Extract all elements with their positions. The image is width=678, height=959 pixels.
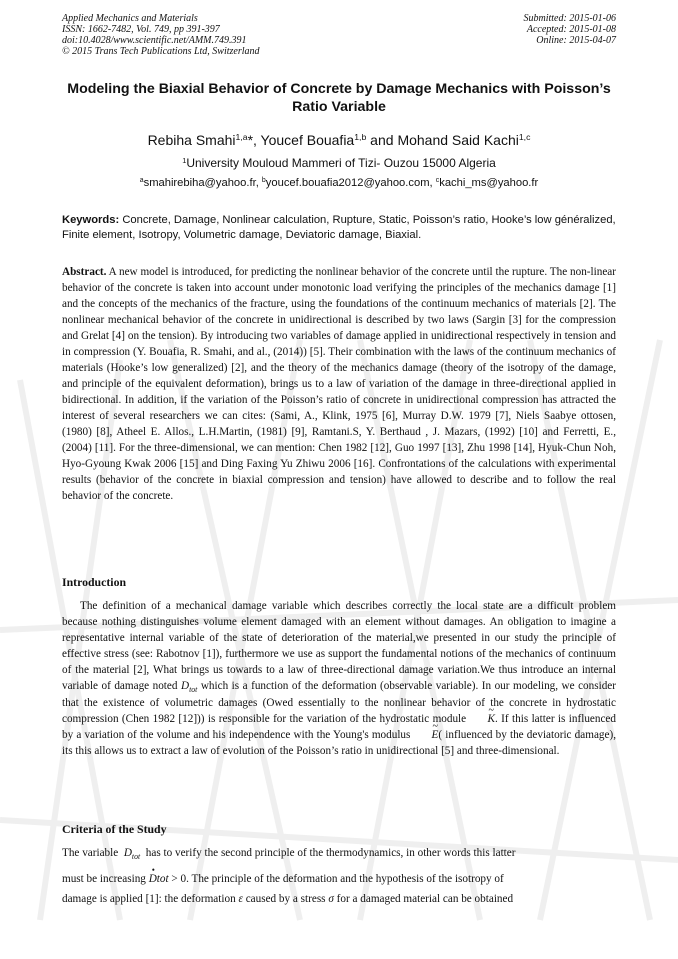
introduction-body [62,598,616,759]
paragraph [62,598,616,759]
subscript: tot [131,851,141,861]
separator: , [255,177,262,189]
separator: , [253,132,261,148]
symbol-epsilon: ε [238,893,243,905]
symbol-d: D [180,680,190,692]
symbol-d-tot [181,680,197,692]
abstract [62,264,616,504]
text-run: must be increasing [62,873,146,885]
abstract-text: A new model is introduced, for predicting the nonlinear behavior of the concrete until the rupture. The non-linear behavior of the concrete is taken into account under monotonic load verifying the principles of the mechanics damage [1] and the concepts of the mechanics of the fracture, using the foundations of the continuum mechanics of materials [2]. The nonlinear mechanical behavior of the concrete in unidirectional is described by two laws (Sargin [3] for the compression and Grelat [4] on the tension). By introducing two variables of damage applied in unidirectional respectively in tension and in compression (Y. Bouafia, R. Smahi, and al., (2014)) [5]. Their combination with the laws of the continuum mechanics of materials (Hooke’s low generalized) [2], and the theory of the mechanics damage (theory of the isotropy of the damage, and principle of the equivalent deformation), brings us to a law of variation of the damage in three-directional applied in bidirectional. In addition, if the variation of the Poisson’s ratio of concrete in unidirectional compression has attracted the interest of several researchers we can cites: (Sami, A., Klink, 1975 [6], Murray D.W. 1979 [7], Niels Saabye ottosen, (1980) [8], Atheel E. Allos., L.H.Martin, (1981) [9], Ramtani.S, Y. Berthaud , J. Mazars, (1992) [10] and Ferretti, E., (2004) [11]. For the three-dimensional, we can mention: Chen 1982 [12], Guo 1997 [13], Zhu 1998 [14], Hyuk-Chun Noh, Hyo-Gyoung Kwak 2006 [15] and Ding Faxing Yu Zhiwu 2006 [16]. Confrontations of the calculations with experimental results (behavior of the concrete in biaxial compression and tension) have allowed to describe and to follow the real behavior of the concrete. [62,266,616,502]
author-affil-mark: 1,a [235,132,248,143]
copyright-line: © 2015 Trans Tech Publications Ltd, Switzerland [62,46,260,57]
keywords-label: Keywords: [62,214,120,226]
paper-title: Modeling the Biaxial Behavior of Concrete by Damage Mechanics with Poisson’s Ratio Variable [67,81,611,115]
symbol-sigma: σ [328,893,334,905]
affil-text: University Mouloud Mammeri of Tizi- Ouzou 15000 Algeria [186,156,496,170]
symbol-d-tot [124,847,140,859]
online-date: Online: 2015-04-07 [536,35,616,46]
accepted-date: Accepted: 2015-01-08 [526,24,616,35]
author-affil-mark: 1,c [518,132,531,143]
email-link[interactable]: youcef.bouafia2012@yahoo.com [265,177,430,189]
symbol-k-tilde: ~ K [470,711,495,727]
author-list [40,132,638,148]
subscript-inline: tot [156,873,169,885]
symbol-d: D [123,847,132,859]
email-mark: b [261,177,266,185]
text-run: has to verify the second principle of the thermodynamics, in other words this latter [145,847,516,859]
author-affil-mark: 1,b [354,132,367,143]
text-run: . If this latter is influenced by a variation of the volume and his independence with the Young's modulus [62,713,616,741]
symbol-d: D [148,873,157,885]
section-heading-criteria: Criteria of the Study [62,822,167,836]
text-run: which is a function of the deformation (observable variable). In our modeling, we consider that the existence of volumetric damages (Owed essentially to the nonlinear behavior of the concrete in hydrostatic compression (Chen 1982 [12])) is responsible for the variation of the hydrostatic module [62,680,616,725]
dates-info [524,13,617,46]
email-list [40,177,638,189]
section-heading-introduction: Introduction [62,575,127,589]
keywords [62,213,620,243]
text-line [62,891,616,907]
text-run: ( influenced by the deviatoric damage), its this allows us to extract a law of evolution of the Poisson’s ratio in unidirectional [5] and three-dimensional. [62,729,616,757]
email-link[interactable]: smahirebiha@yahoo.fr [143,177,256,189]
affiliation [40,156,638,170]
doi-line: doi:10.4028/www.scientific.net/AMM.749.391 [62,35,247,46]
email-mark: a [139,177,144,185]
text-run: damage is applied [1]: the deformation [62,893,236,905]
text-run: . The principle of the deformation and the hypothesis of the isotropy of [186,873,504,885]
journal-name: Applied Mechanics and Materials [62,13,198,24]
journal-info [62,13,260,57]
author-name: Youcef Bouafia [260,132,355,148]
separator: , [429,177,436,189]
text-run: for a damaged material can be obtained [336,893,514,905]
affil-mark: 1 [182,155,187,165]
symbol-e-tilde: ~ E [414,727,439,743]
inequality: > 0 [171,873,187,885]
text-run: The variable [62,847,119,859]
issn-line: ISSN: 1662-7482, Vol. 749, pp 391-397 [62,24,220,35]
criteria-body [62,845,616,907]
symbol-d-dot [149,871,169,887]
subscript: tot [189,684,198,694]
submitted-date: Submitted: 2015-01-06 [523,13,616,24]
keywords-text: Concrete, Damage, Nonlinear calculation, Rupture, Static, Poisson’s ratio, Hooke’s low généralized, Finite element, Isotropy, Volumetric damage, Deviatoric damage, Biaxial. [62,214,616,241]
author-name: Mohand Said Kachi [397,132,519,148]
abstract-label: Abstract. [62,266,107,278]
text-line [62,845,616,871]
corresponding-mark: * [247,132,254,148]
email-link[interactable]: kachi_ms@yahoo.fr [439,177,539,189]
email-mark: c [435,177,440,185]
text-run: The definition of a mechanical damage variable which describes correctly the local state are a difficult problem because nothing distinguishes volume element damaged with an element without damages. An obligation to imagine a representative internal variable of the state of deterioration of the material,we presented in our study the principle of effective stress (see: Rabotnov [1]), furthermore we use as support the fundamental notions of the mechanics of continuum of the material [2], What brings us towards to a law of three-directional damage variation.We thus introduce an internal variable of damage noted [62,600,616,692]
text-run: caused by a stress [245,893,326,905]
author-name: Rebiha Smahi [147,132,236,148]
separator: and [366,132,398,148]
text-line [62,871,616,891]
